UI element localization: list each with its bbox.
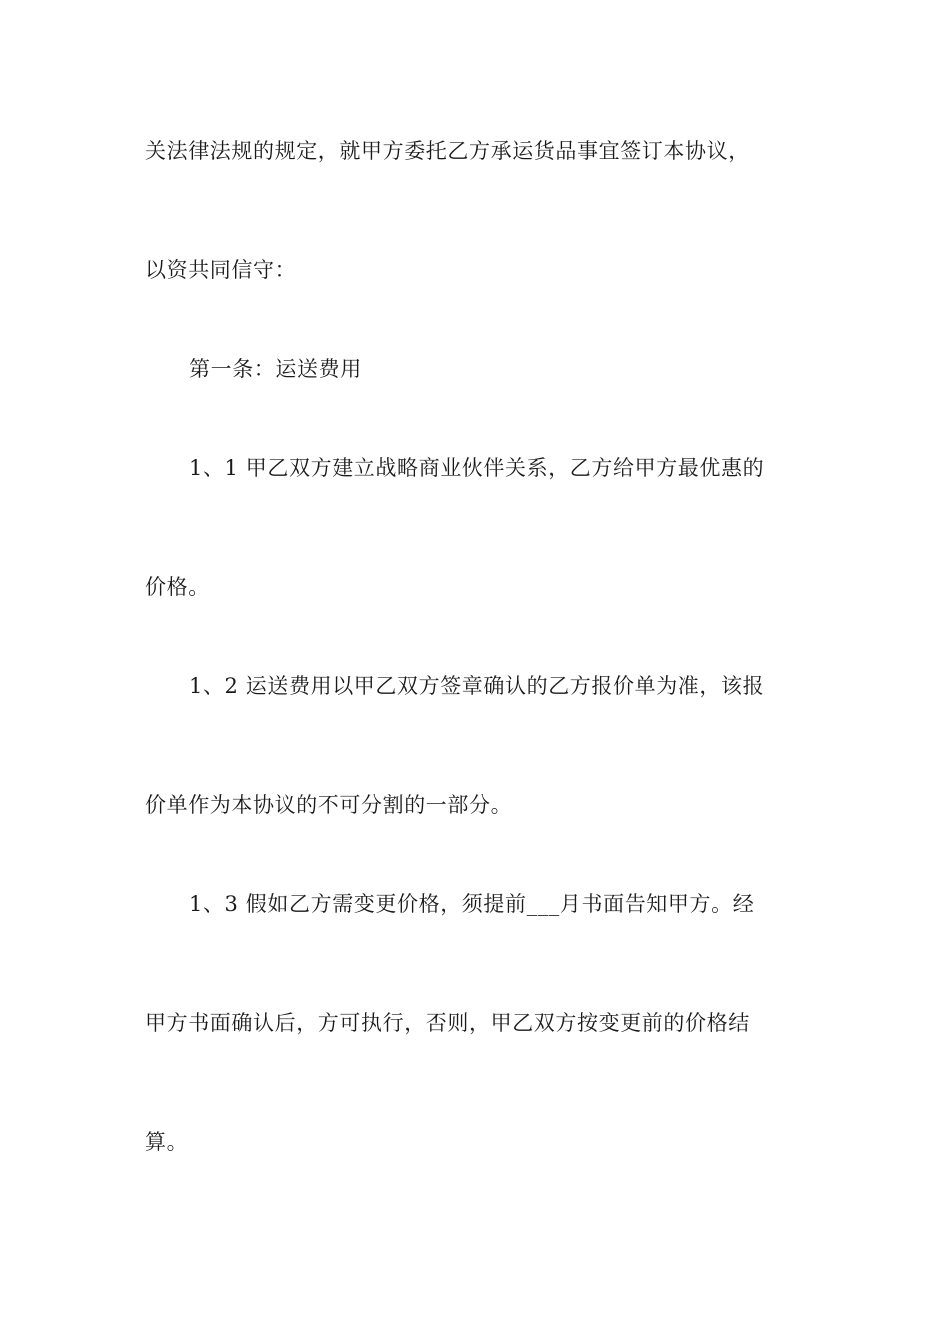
text-line: 价格。 (145, 575, 210, 599)
text-line: 算。 (145, 1130, 189, 1154)
text-line: 以资共同信守： (145, 258, 297, 282)
text-line: 关法律法规的规定，就甲方委托乙方承运货品事宜签订本协议， (145, 139, 750, 163)
clause-1-1: 1、1 甲乙双方建立战略商业伙伴关系，乙方给甲方最优惠的 (189, 456, 765, 480)
clause-1-3: 1、3 假如乙方需变更价格，须提前___月书面告知甲方。经 (189, 892, 755, 916)
text-line: 价单作为本协议的不可分割的一部分。 (145, 793, 513, 817)
clause-1-2: 1、2 运送费用以甲乙双方签章确认的乙方报价单为准，该报 (189, 674, 765, 698)
section-heading: 第一条：运送费用 (189, 357, 362, 381)
text-line: 甲方书面确认后，方可执行，否则，甲乙双方按变更前的价格结 (145, 1011, 750, 1035)
